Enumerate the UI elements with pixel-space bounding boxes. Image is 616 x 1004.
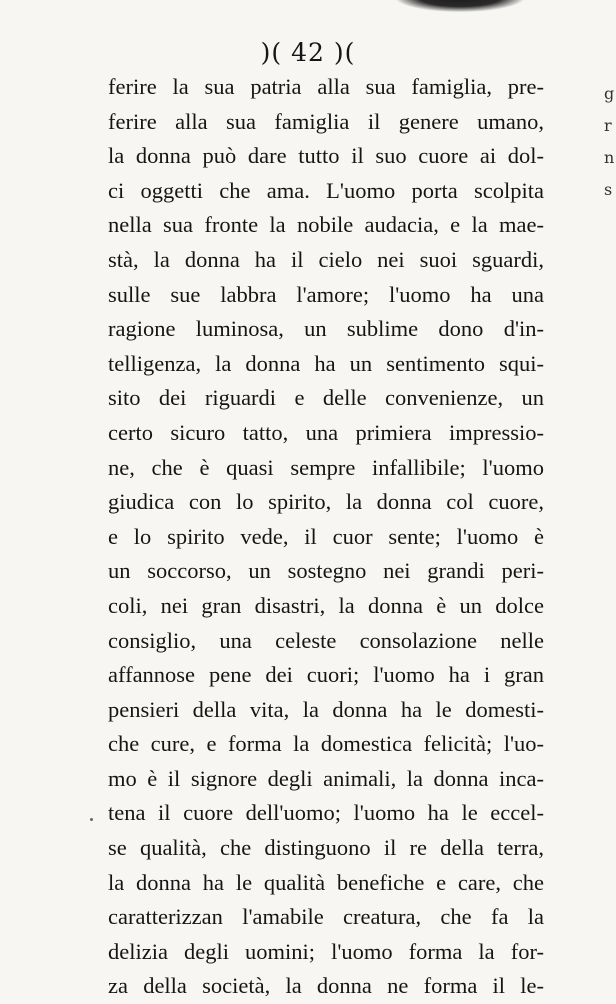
text-line: ci oggetti che ama. L'uomo porta scolpita	[108, 177, 544, 203]
text-line: certo sicuro tatto, una primiera impressio-	[108, 419, 544, 445]
margin-mark: s	[604, 180, 613, 199]
text-line: telligenza, la donna ha un sentimento squi-	[108, 350, 544, 376]
page-number: )( 42 )(	[260, 38, 356, 67]
text-line: che cure, e forma la domestica felicità; l'uo-	[108, 731, 544, 757]
text-line: se qualità, che distinguono il re della terra,	[108, 835, 544, 861]
margin-mark: n	[604, 148, 615, 167]
text-line: tena il cuore dell'uomo; l'uomo ha le eccel-	[108, 800, 544, 826]
text-line: e lo spirito vede, il cuor sente; l'uomo è	[108, 523, 544, 549]
text-line: sito dei riguardi e delle convenienze, un	[108, 385, 544, 411]
ink-speck	[90, 818, 93, 821]
text-line: la donna può dare tutto il suo cuore ai dol-	[108, 143, 544, 169]
text-line: affannose pene dei cuori; l'uomo ha i gran	[108, 662, 544, 688]
text-line: mo è il signore degli animali, la donna inca-	[108, 765, 544, 791]
text-line: caratterizzan l'amabile creatura, che fa la	[108, 904, 544, 930]
scan-shadow	[395, 0, 525, 12]
text-line: consiglio, una celeste consolazione nelle	[108, 627, 544, 653]
text-line: za della società, la donna ne forma il le-	[108, 973, 544, 999]
text-line: la donna ha le qualità benefiche e care, che	[108, 869, 544, 895]
body-text	[108, 70, 544, 1004]
text-line: pensieri della vita, la donna ha le domesti-	[108, 696, 544, 722]
text-line: stà, la donna ha il cielo nei suoi sguardi,	[108, 246, 544, 272]
margin-mark: r	[604, 116, 612, 135]
text-line: giudica con lo spirito, la donna col cuore,	[108, 489, 544, 515]
text-line: ne, che è quasi sempre infallibile; l'uomo	[108, 454, 544, 480]
adjacent-page-margin	[604, 78, 614, 206]
text-line: ferire alla sua famiglia il genere umano,	[108, 108, 544, 134]
text-line: un soccorso, un sostegno nei grandi peri-	[108, 558, 544, 584]
text-line: ragione luminosa, un sublime dono d'in-	[108, 316, 544, 342]
text-line: coli, nei gran disastri, la donna è un dolce	[108, 592, 544, 618]
text-line: delizia degli uomini; l'uomo forma la for-	[108, 938, 544, 964]
text-line: sulle sue labbra l'amore; l'uomo ha una	[108, 281, 544, 307]
text-line: nella sua fronte la nobile audacia, e la mae-	[108, 212, 544, 238]
margin-mark: g	[604, 84, 615, 103]
text-line: ferire la sua patria alla sua famiglia, pre-	[108, 74, 544, 99]
